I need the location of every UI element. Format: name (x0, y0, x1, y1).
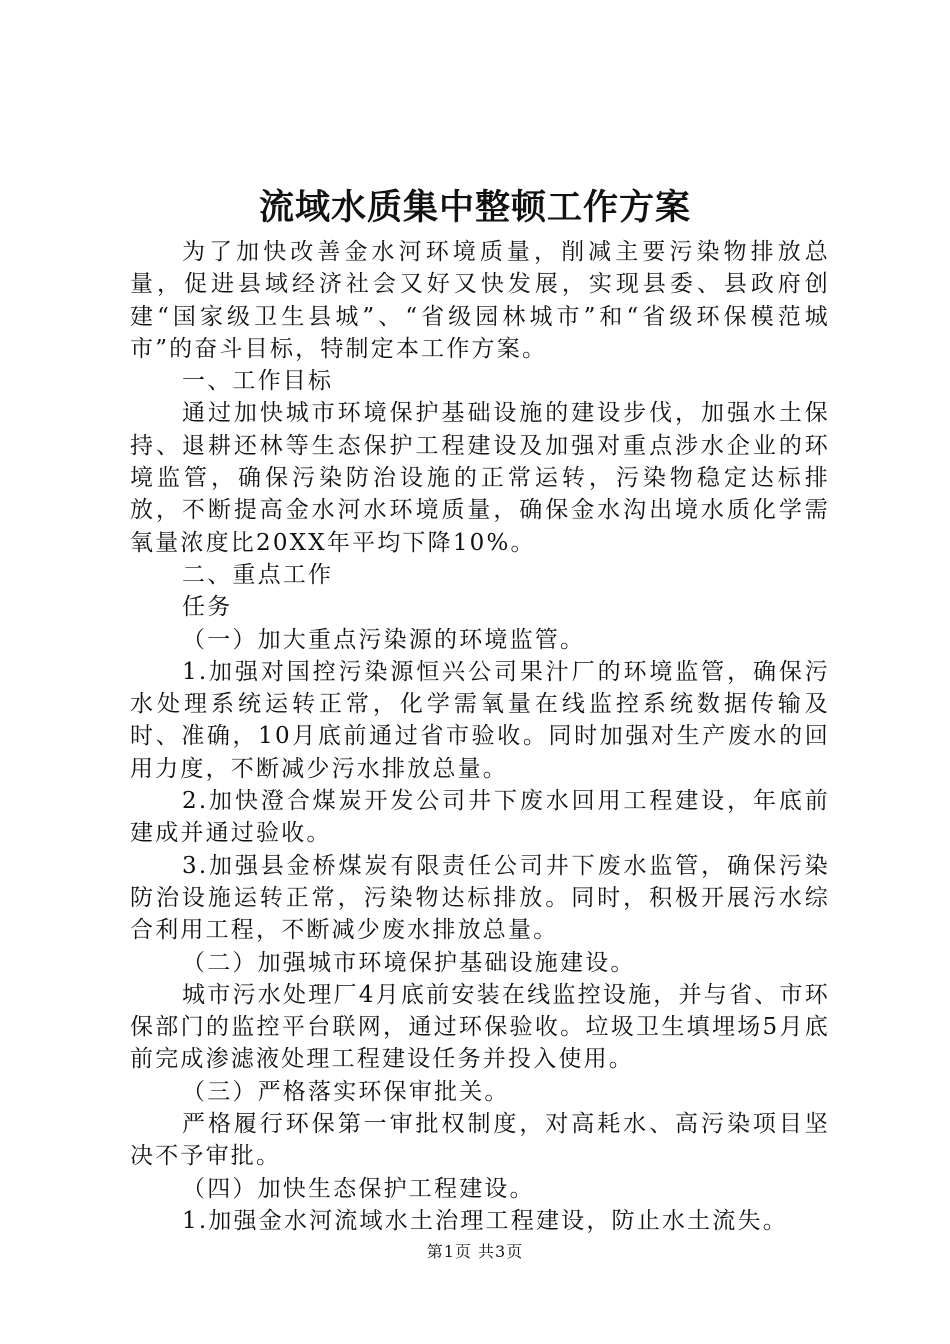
subsection-heading-4: （四）加快生态保护工程建设。 (182, 1175, 535, 1202)
task-label: 任务 (182, 594, 233, 621)
subsection-heading-3: （三）严格落实环保审批关。 (182, 1078, 510, 1105)
intro-paragraph: 为了加快改善金水河环境质量，削减主要污染物排放总量，促进县域经济社会又好又快发展，实现县委、县政府创建“国家级卫生县城”、“省级园林城市”和“省级环保模范城市”的奋斗目标，特制定本工作方案。 (130, 239, 830, 362)
section-heading-key-work: 二、重点工作 (182, 561, 334, 588)
section-heading-goals: 一、工作目标 (182, 368, 334, 395)
item-paragraph: 1.加强对国控污染源恒兴公司果汁厂的环境监管，确保污水处理系统运转正常，化学需氧量在线监控系统数据传输及时、准确，10月底前通过省市验收。同时加强对生产废水的回用力度，不断减少污水排放总量。 (130, 658, 830, 782)
item-paragraph: 2.加快澄合煤炭开发公司井下废水回用工程建设，年底前建成并通过验收。 (130, 788, 830, 847)
body-paragraph: 严格履行环保第一审批权制度，对高耗水、高污染项目坚决不予审批。 (130, 1111, 830, 1170)
goals-paragraph: 通过加快城市环境保护基础设施的建设步伐，加强水土保持、退耕还林等生态保护工程建设及加强对重点涉水企业的环境监管，确保污染防治设施的正常运转，污染物稳定达标排放，不断提高金水河水环境质量，确保金水沟出境水质化学需氧量浓度比20XX年平均下降10%。 (130, 400, 830, 556)
page-title: 流域水质集中整顿工作方案 (258, 187, 691, 228)
item-paragraph: 1.加强金水河流域水土治理工程建设，防止水土流失。 (182, 1207, 788, 1234)
subsection-heading-2: （二）加强城市环境保护基础设施建设。 (182, 949, 636, 976)
page-footer: 第1页 共3页 (426, 1242, 524, 1261)
subsection-heading-1: （一）加大重点污染源的环境监管。 (182, 626, 586, 653)
body-paragraph: 城市污水处理厂4月底前安装在线监控设施，并与省、市环保部门的监控平台联网，通过环保验收。垃圾卫生填埋场5月底前完成渗滤液处理工程建设任务并投入使用。 (130, 981, 830, 1073)
document-body (130, 236, 830, 1237)
item-paragraph: 3.加强县金桥煤炭有限责任公司井下废水监管，确保污染防治设施运转正常，污染物达标排放。同时，积极开展污水综合利用工程，不断减少废水排放总量。 (130, 852, 830, 944)
